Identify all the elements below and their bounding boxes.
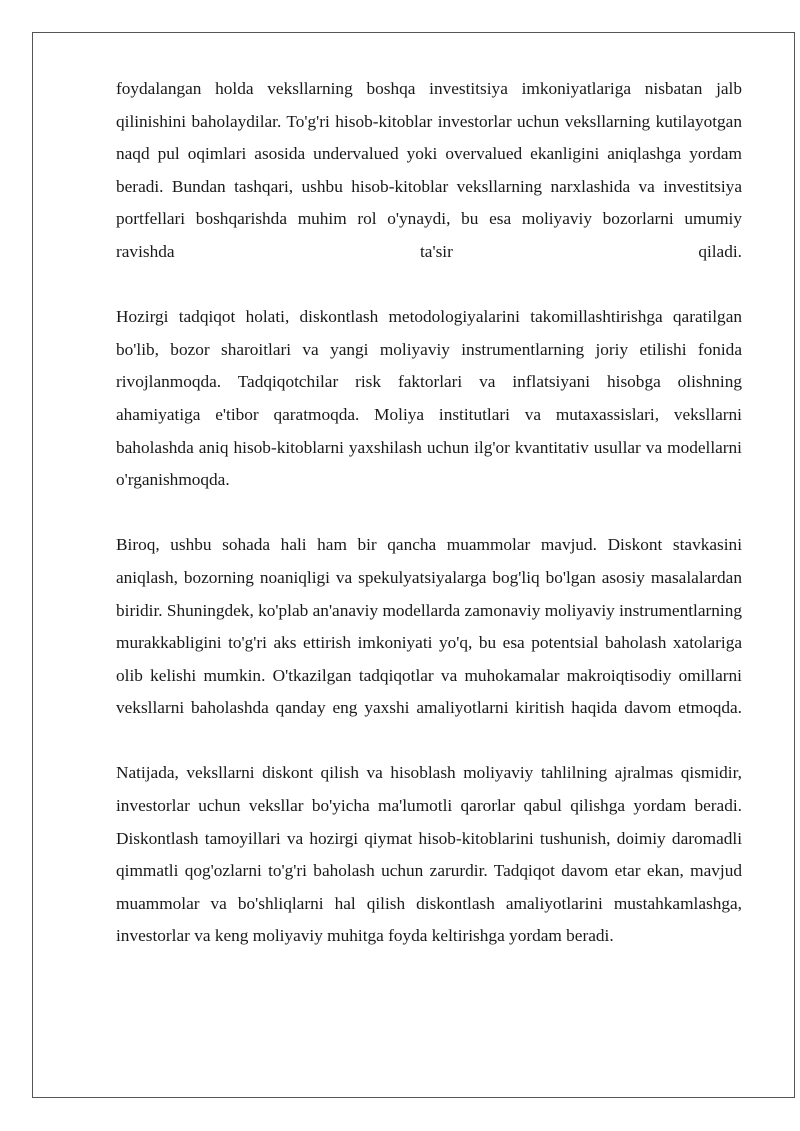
document-body bbox=[116, 73, 742, 953]
paragraph-1: foydalangan holda veksllarning boshqa investitsiya imkoniyatlariga nisbatan jalb qilinishini baholaydilar. To'g'ri hisob-kitoblar investorlar uchun veksllarning kutilayotgan naqd pul oqimlari asosida undervalued yoki overvalued ekanligini aniqlashga yordam beradi. Bundan tashqari, ushbu hisob-kitoblar veksllarning narxlashida va investitsiya portfellari boshqarishda muhim rol o'ynaydi, bu esa moliyaviy bozorlarni umumiy ravishda ta'sir qiladi. bbox=[116, 79, 742, 261]
paragraph-4: Natijada, veksllarni diskont qilish va hisoblash moliyaviy tahlilning ajralmas qismidir, investorlar uchun veksllar bo'yicha ma'lumotli qarorlar qabul qilishga yordam beradi. Diskontlash tamoyillari va hozirgi qiymat hisob-kitoblarini tushunish, doimiy daromadli qimmatli qog'ozlarni to'g'ri baholash uchun zarurdir. Tadqiqot davom etar ekan, mavjud muammolar va bo'shliqlarni hal qilish diskontlash amaliyotlarini mustahkamlashga, investorlar va keng moliyaviy muhitga foyda keltirishga yordam beradi. bbox=[116, 763, 742, 946]
paragraph-3: Biroq, ushbu sohada hali ham bir qancha muammolar mavjud. Diskont stavkasini aniqlash, bozorning noaniqligi va spekulyatsiyalarga bog'liq bo'lgan asosiy masalalardan biridir. Shuningdek, ko'plab an'anaviy modellarda zamonaviy moliyaviy instrumentlarning murakkabligini to'g'ri aks ettirish imkoniyati yo'q, bu esa potentsial baholash xatolariga olib kelishi mumkin. O'tkazilgan tadqiqotlar va muhokamalar makroiqtisodiy omillarni veksllarni baholashda qanday eng yaxshi amaliyotlarni kiritish haqida davom etmoqda. bbox=[116, 535, 742, 718]
paragraph-2: Hozirgi tadqiqot holati, diskontlash metodologiyalarini takomillashtirishga qaratilgan bo'lib, bozor sharoitlari va yangi moliyaviy instrumentlarning joriy etilishi fonida rivojlanmoqda. Tadqiqotchilar risk faktorlari va inflatsiyani hisobga olishning ahamiyatiga e'tibor qaratmoqda. Moliya institutlari va mutaxassislari, veksllarni baholashda aniq hisob-kitoblarni yaxshilash uchun ilg'or kvantitativ usullar va modellarni o'rganishmoqda. bbox=[116, 307, 742, 490]
